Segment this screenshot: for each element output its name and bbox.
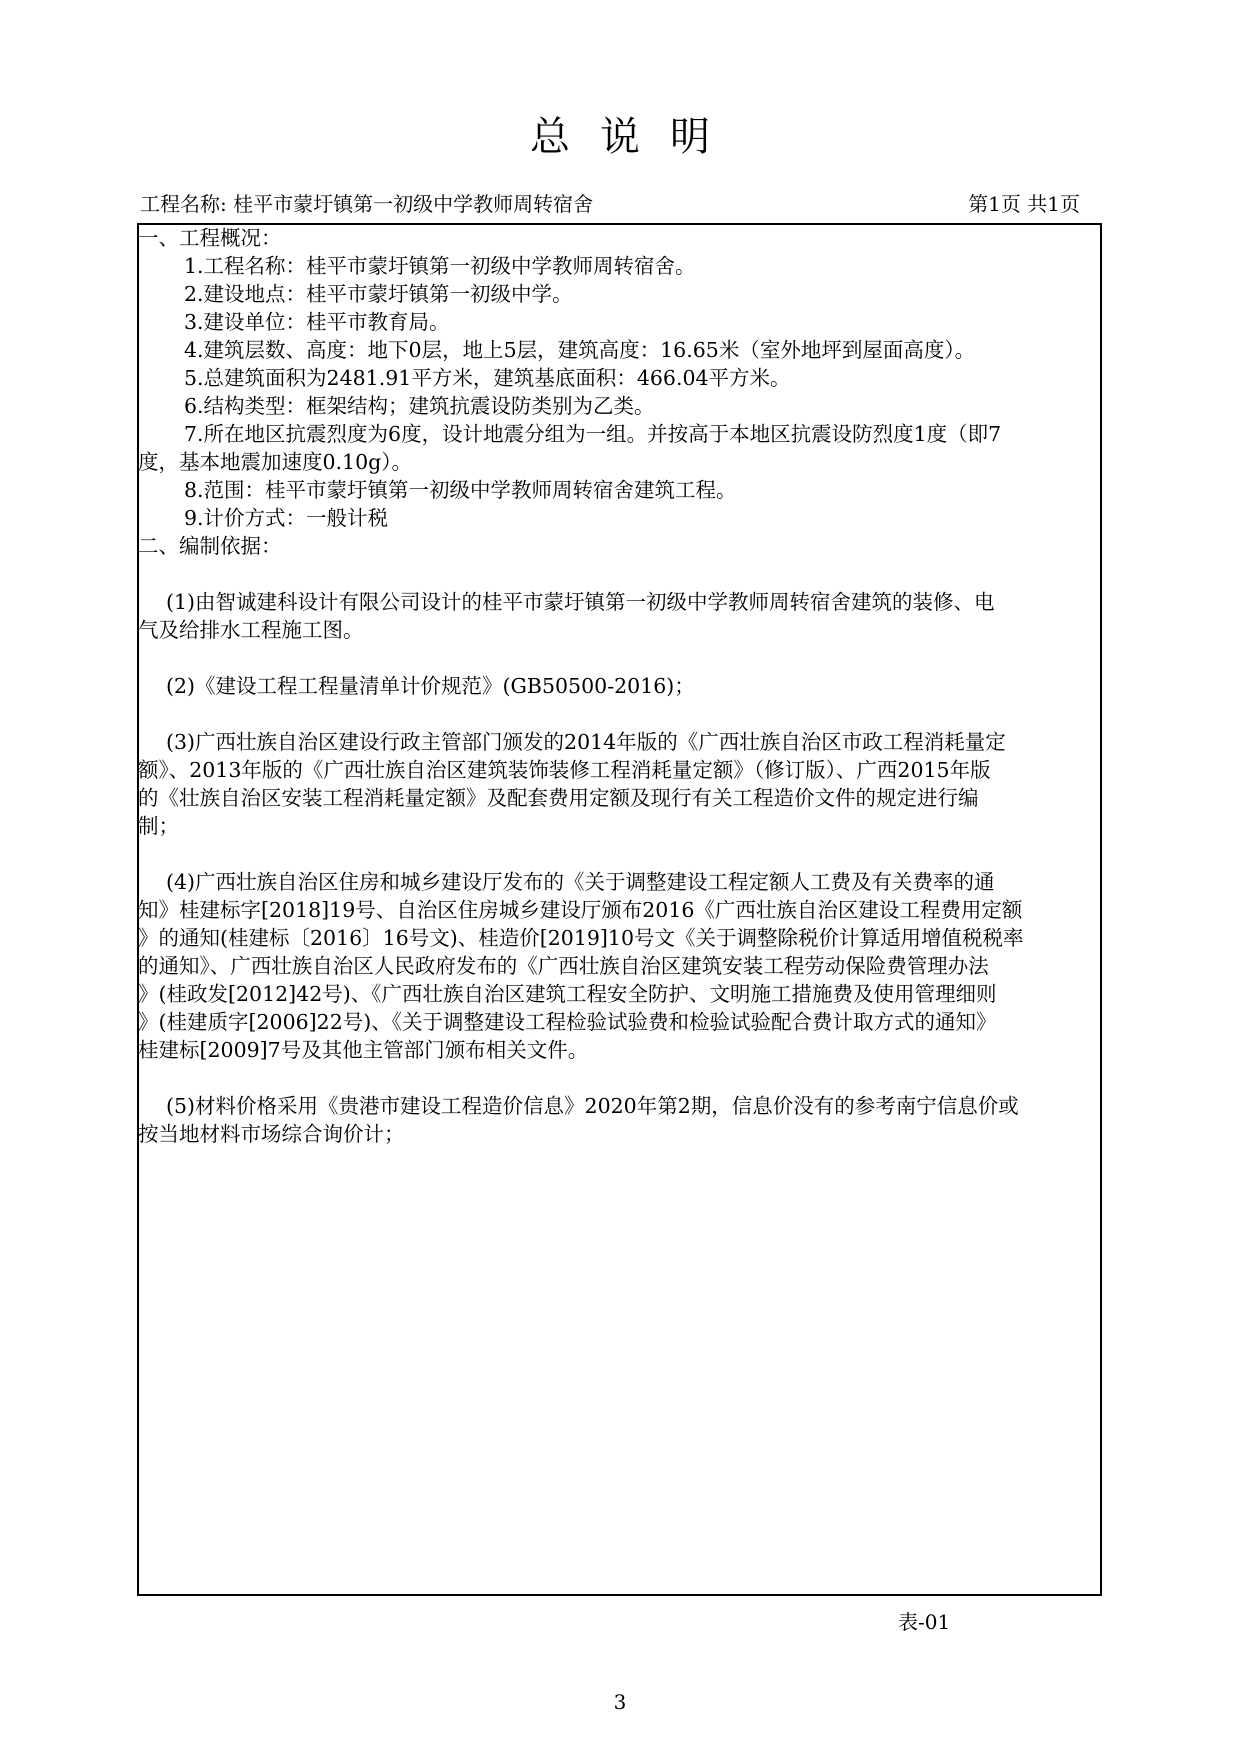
paragraph-line: 按当地材料市场综合询价计； — [138, 1122, 405, 1146]
overview-item: 7.所在地区抗震烈度为6度，设计地震分组为一组。并按高于本地区抗震设防烈度1度（即7 — [184, 422, 1002, 446]
form-number: 表-01 — [898, 1610, 951, 1634]
section-heading: 一、工程概况： — [138, 226, 282, 250]
overview-item-continuation: 度，基本地震加速度0.10g）。 — [138, 450, 413, 474]
paragraph-line: (5)材料价格采用《贵港市建设工程造价信息》2020年第2期，信息价没有的参考南宁信息价或 — [166, 1094, 1019, 1118]
paragraph-line: 的通知》、广西壮族自治区人民政府发布的《广西壮族自治区建筑安装工程劳动保险费管理办法 — [138, 954, 989, 978]
overview-item: 9.计价方式：一般计税 — [184, 506, 389, 530]
project-name: 工程名称: 桂平市蒙圩镇第一初级中学教师周转宿舍 — [140, 192, 594, 216]
basis-paragraph-1 — [138, 588, 1100, 644]
paragraph-line: (2)《建设工程工程量清单计价规范》(GB50500-2016)； — [166, 674, 695, 698]
paragraph-line: (3)广西壮族自治区建设行政主管部门颁发的2014年版的《广西壮族自治区市政工程消耗量定 — [166, 730, 1006, 754]
paragraph-line: 》的通知(桂建标〔2016〕16号文)、桂造价[2019]10号文《关于调整除税价计算适用增值税税率 — [138, 926, 1024, 950]
page-title: 总说明 — [530, 114, 740, 160]
document-body — [138, 224, 1100, 1148]
overview-item: 8.范围：桂平市蒙圩镇第一初级中学教师周转宿舍建筑工程。 — [184, 478, 737, 502]
paragraph-line: 》(桂建质字[2006]22号)、《关于调整建设工程检验试验费和检验试验配合费计取方式的通知》 — [138, 1010, 997, 1034]
paragraph-line: 》(桂政发[2012]42号)、《广西壮族自治区建筑工程安全防护、文明施工措施费及使用管理细则 — [138, 982, 997, 1006]
section-heading: 二、编制依据： — [138, 534, 282, 558]
overview-item: 6.结构类型：框架结构；建筑抗震设防类别为乙类。 — [184, 394, 655, 418]
paragraph-line: 制； — [138, 814, 179, 838]
overview-item: 2.建设地点：桂平市蒙圩镇第一初级中学。 — [184, 282, 573, 306]
page-info: 第1页 共1页 — [968, 192, 1080, 216]
paragraph-line: 桂建标[2009]7号及其他主管部门颁布相关文件。 — [138, 1038, 589, 1062]
paragraph-line: 的《壮族自治区安装工程消耗量定额》及配套费用定额及现行有关工程造价文件的规定进行编 — [138, 786, 979, 810]
overview-item: 4.建筑层数、高度：地下0层，地上5层，建筑高度：16.65米（室外地坪到屋面高度）。 — [184, 338, 976, 362]
overview-item: 5.总建筑面积为2481.91平方米，建筑基底面积：466.04平方米。 — [184, 366, 791, 390]
page-number: 3 — [613, 1690, 627, 1714]
basis-paragraph-2 — [138, 672, 1100, 700]
basis-paragraph-5 — [138, 1092, 1100, 1148]
overview-item: 3.建设单位：桂平市教育局。 — [184, 310, 450, 334]
overview-item: 1.工程名称：桂平市蒙圩镇第一初级中学教师周转宿舍。 — [184, 254, 696, 278]
paragraph-line: 气及给排水工程施工图。 — [138, 618, 364, 642]
paragraph-line: 额》、2013年版的《广西壮族自治区建筑装饰装修工程消耗量定额》（修订版）、广西2015年版 — [138, 758, 991, 782]
paragraph-line: (1)由智诚建科设计有限公司设计的桂平市蒙圩镇第一初级中学教师周转宿舍建筑的装修、电 — [166, 590, 995, 614]
basis-paragraph-4 — [138, 868, 1100, 1064]
basis-paragraph-3 — [138, 728, 1100, 840]
paragraph-line: 知》桂建标字[2018]19号、自治区住房城乡建设厅颁布2016《广西壮族自治区建设工程费用定额 — [138, 898, 1023, 922]
paragraph-line: (4)广西壮族自治区住房和城乡建设厅发布的《关于调整建设工程定额人工费及有关费率的通 — [166, 870, 995, 894]
